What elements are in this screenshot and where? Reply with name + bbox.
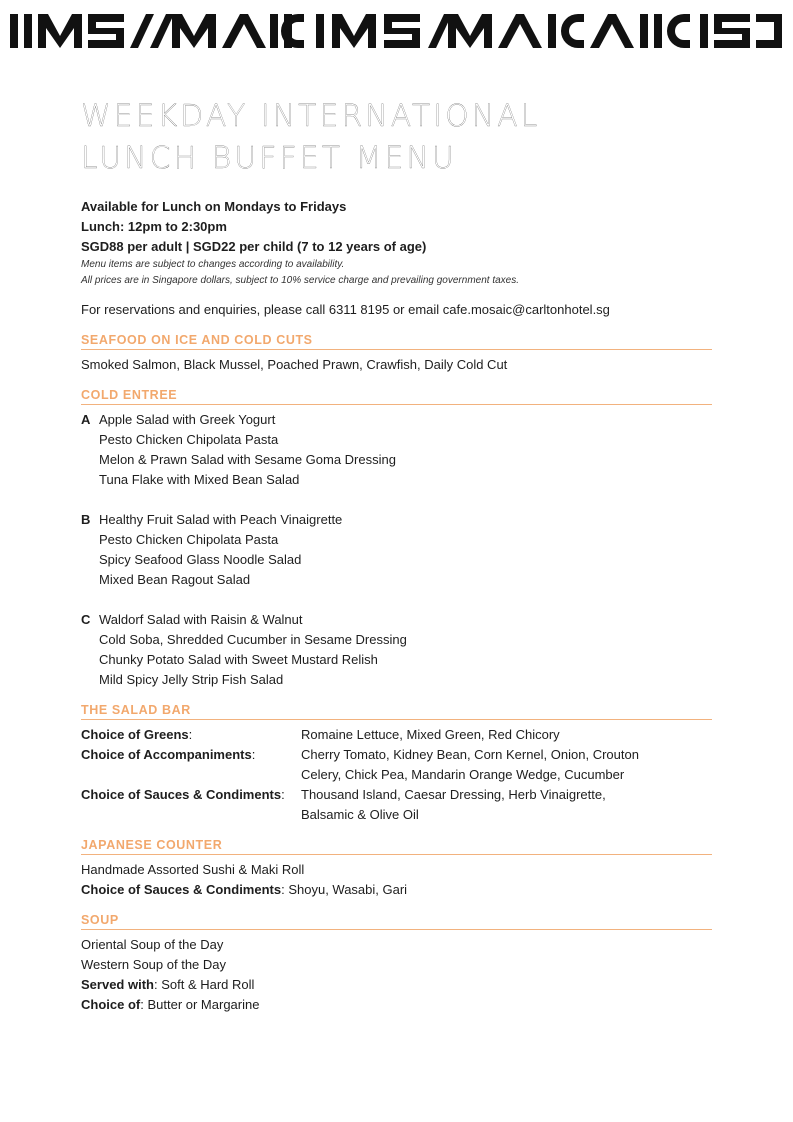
list-item: Spicy Seafood Glass Noodle Salad — [99, 552, 302, 567]
row-label: Choice of Accompaniments — [81, 747, 252, 762]
group-letter: A — [81, 412, 91, 427]
group-items — [99, 410, 396, 490]
decorative-banner — [0, 0, 793, 62]
group-items — [99, 510, 342, 590]
row-label: Served with — [81, 977, 154, 992]
title-line-2: LUNCH BUFFET MENU — [81, 141, 457, 176]
availability-note: Menu items are subject to changes according to availability. — [81, 259, 345, 270]
row-values — [301, 785, 606, 825]
seafood-items: Smoked Salmon, Black Mussel, Poached Prawn, Crawfish, Daily Cold Cut — [81, 357, 508, 372]
entree-group-b — [81, 510, 712, 590]
section-cold-entree — [81, 387, 712, 690]
section-heading: JAPANESE COUNTER — [81, 837, 712, 855]
group-letter: B — [81, 512, 91, 527]
row-label: Choice of Greens — [81, 727, 189, 742]
row-label: Choice of Sauces & Condiments — [81, 882, 282, 897]
list-item: Oriental Soup of the Day — [81, 937, 224, 952]
row-value: Shoyu, Wasabi, Gari — [288, 882, 408, 897]
salad-row-sauces: Choice of Sauces & Condiments: Thousand Island, Caesar Dressing, Herb Vinaigrette, Balsamic & Olive Oil — [81, 785, 712, 825]
soup-choice: Choice of: Butter or Margarine — [81, 997, 260, 1012]
cold-entree-groups — [81, 410, 712, 690]
list-item: Apple Salad with Greek Yogurt — [99, 412, 276, 427]
list-item: Waldorf Salad with Raisin & Walnut — [99, 612, 303, 627]
row-label: Choice of Sauces & Condiments — [81, 787, 282, 802]
section-seafood — [81, 332, 712, 375]
section-heading: SOUP — [81, 912, 712, 930]
page-title — [81, 96, 712, 180]
group-items — [99, 610, 407, 690]
row-label: Choice of — [81, 997, 141, 1012]
salad-row-accompaniments: Choice of Accompaniments: Cherry Tomato, Kidney Bean, Corn Kernel, Onion, Crouton Celery, Chick Pea, Mandarin Orange Wedge, Cucumber — [81, 745, 712, 785]
section-heading: SEAFOOD ON ICE AND COLD CUTS — [81, 332, 712, 350]
group-letter: C — [81, 612, 91, 627]
row-value: Celery, Chick Pea, Mandarin Orange Wedge, Cucumber — [301, 767, 625, 782]
list-item: Pesto Chicken Chipolata Pasta — [99, 432, 279, 447]
list-item: Mixed Bean Ragout Salad — [99, 572, 251, 587]
row-value: Romaine Lettuce, Mixed Green, Red Chicory — [301, 727, 560, 742]
row-value: Cherry Tomato, Kidney Bean, Corn Kernel, Onion, Crouton — [301, 747, 639, 762]
row-values — [301, 745, 639, 785]
section-japanese-counter — [81, 837, 712, 900]
row-value: Butter or Margarine — [147, 997, 260, 1012]
reservation-contact: For reservations and enquiries, please call 6311 8195 or email cafe.mosaic@carltonhotel.sg — [81, 302, 610, 317]
soup-served-with: Served with: Soft & Hard Roll — [81, 977, 255, 992]
row-value: Thousand Island, Caesar Dressing, Herb Vinaigrette, — [301, 787, 606, 802]
list-item: Mild Spicy Jelly Strip Fish Salad — [99, 672, 284, 687]
title-line-1: WEEKDAY INTERNATIONAL — [81, 99, 541, 134]
section-heading: THE SALAD BAR — [81, 702, 712, 720]
list-item: Western Soup of the Day — [81, 957, 227, 972]
availability-info — [81, 197, 712, 289]
section-salad-bar — [81, 702, 712, 825]
salad-bar-rows — [81, 725, 712, 825]
row-value: Soft & Hard Roll — [161, 977, 255, 992]
pricing: SGD88 per adult | SGD22 per child (7 to 12 years of age) — [81, 239, 427, 254]
entree-group-a — [81, 410, 712, 490]
list-item: Tuna Flake with Mixed Bean Salad — [99, 472, 300, 487]
row-value: Balsamic & Olive Oil — [301, 807, 419, 822]
section-soup — [81, 912, 712, 1015]
row-values — [301, 725, 560, 745]
lunch-hours: Lunch: 12pm to 2:30pm — [81, 219, 227, 234]
availability-days: Available for Lunch on Mondays to Fridays — [81, 199, 347, 214]
japanese-condiments: Choice of Sauces & Condiments: Shoyu, Wasabi, Gari — [81, 882, 408, 897]
entree-group-c — [81, 610, 712, 690]
menu-page — [81, 96, 712, 1015]
list-item: Healthy Fruit Salad with Peach Vinaigrette — [99, 512, 343, 527]
list-item: Pesto Chicken Chipolata Pasta — [99, 532, 279, 547]
list-item: Cold Soba, Shredded Cucumber in Sesame Dressing — [99, 632, 407, 647]
list-item: Chunky Potato Salad with Sweet Mustard Relish — [99, 652, 378, 667]
sushi-item: Handmade Assorted Sushi & Maki Roll — [81, 862, 305, 877]
list-item: Melon & Prawn Salad with Sesame Goma Dressing — [99, 452, 396, 467]
price-note: All prices are in Singapore dollars, subject to 10% service charge and prevailing government taxes. — [81, 275, 520, 286]
salad-row-greens: Choice of Greens: Romaine Lettuce, Mixed Green, Red Chicory — [81, 725, 712, 745]
section-heading: COLD ENTREE — [81, 387, 712, 405]
